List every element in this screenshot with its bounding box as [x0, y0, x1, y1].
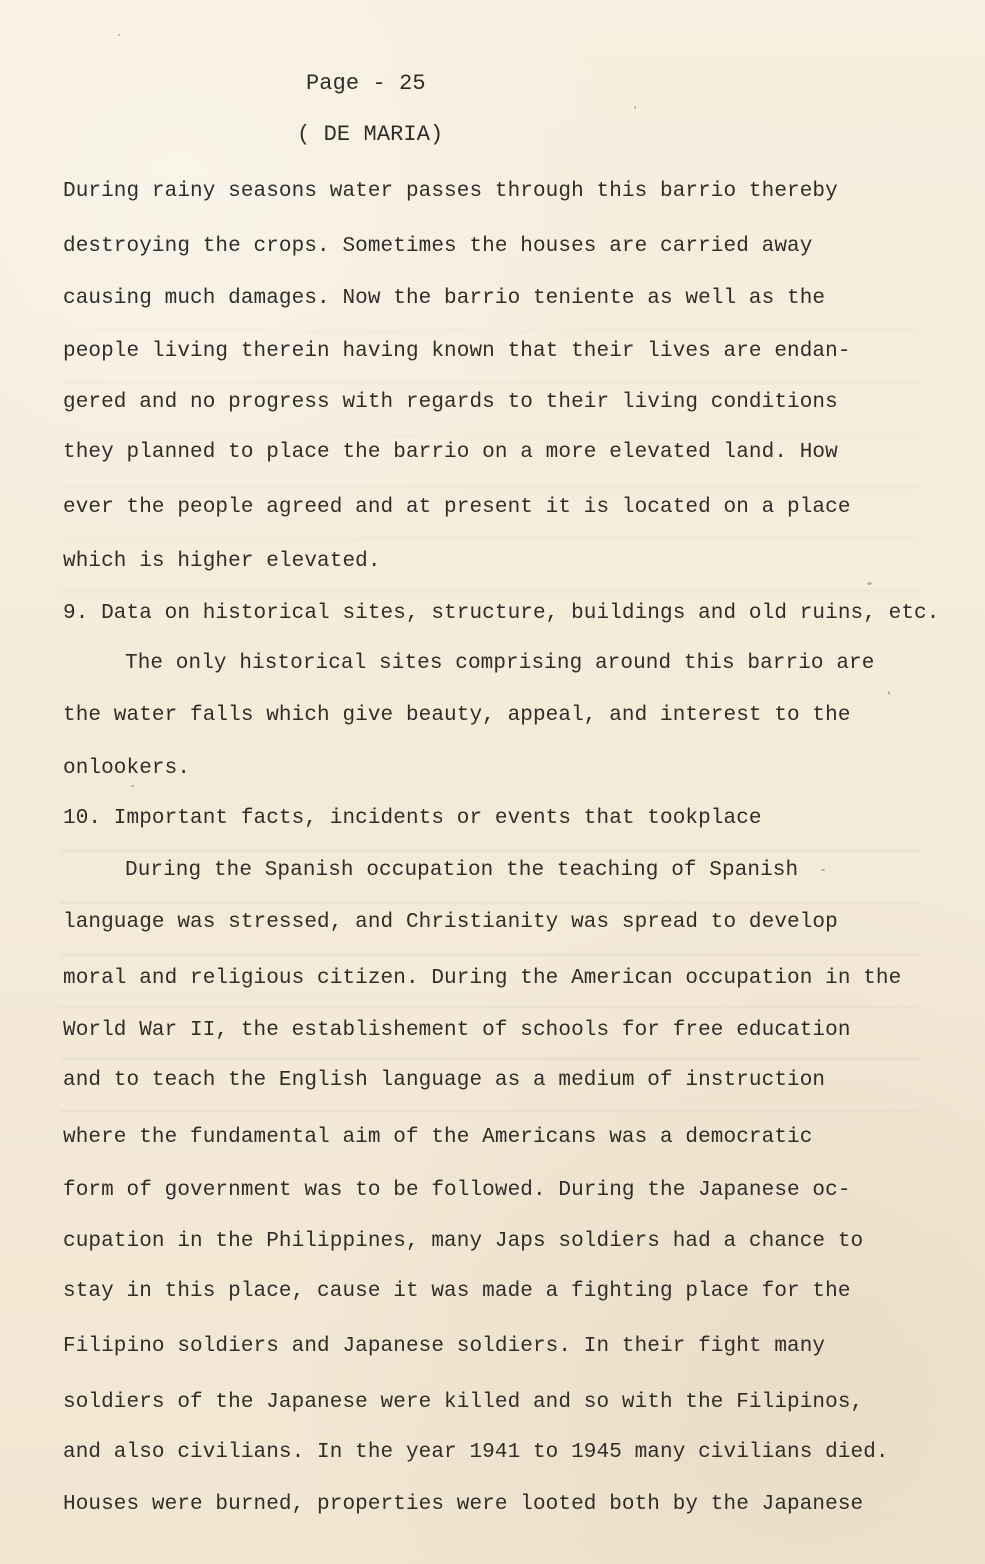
body-line-14: During the Spanish occupation the teaching of Spanish	[125, 859, 799, 882]
paper-speck	[867, 582, 872, 585]
body-line-10: The only historical sites comprising around this barrio are	[125, 652, 875, 675]
paper-speck	[131, 785, 134, 787]
body-line-6: they planned to place the barrio on a more elevated land. How	[63, 441, 838, 464]
body-line-25: and also civilians. In the year 1941 to 1945 many civilians died.	[63, 1441, 889, 1464]
body-line-17: World War II, the establishement of schools for free education	[63, 1019, 851, 1042]
body-line-2: destroying the crops. Sometimes the houses are carried away	[63, 235, 813, 258]
body-line-15: language was stressed, and Christianity was spread to develop	[63, 911, 838, 934]
body-line-23: Filipino soldiers and Japanese soldiers. In their fight many	[63, 1335, 826, 1358]
body-line-7: ever the people agreed and at present it is located on a place	[63, 496, 851, 519]
body-line-16: moral and religious citizen. During the American occupation in the	[63, 967, 902, 990]
body-line-3: causing much damages. Now the barrio teniente as well as the	[63, 287, 826, 310]
body-line-18: and to teach the English language as a medium of instruction	[63, 1069, 826, 1092]
paper-speck	[118, 34, 120, 36]
paper-speck	[821, 869, 825, 871]
show-through-text-1	[60, 330, 920, 630]
show-through-text-2	[60, 850, 920, 1150]
body-line-20: form of government was to be followed. During the Japanese oc-	[63, 1179, 851, 1202]
section-heading-9: 9. Data on historical sites, structure, buildings and old ruins, etc.	[63, 602, 940, 625]
page-number-label: Page - 25	[306, 71, 426, 96]
paper-speck	[888, 691, 890, 695]
body-line-26: Houses were burned, properties were looted both by the Japanese	[63, 1493, 864, 1516]
body-line-12: onlookers.	[63, 757, 191, 780]
author-label: ( DE MARIA)	[297, 122, 444, 147]
body-line-22: stay in this place, cause it was made a fighting place for the	[63, 1280, 851, 1303]
body-line-21: cupation in the Philippines, many Japs soldiers had a chance to	[63, 1230, 864, 1253]
body-line-5: gered and no progress with regards to their living conditions	[63, 391, 838, 414]
paper-speck	[634, 106, 636, 109]
body-line-8: which is higher elevated.	[63, 550, 381, 573]
body-line-11: the water falls which give beauty, appeal, and interest to the	[63, 704, 851, 727]
body-line-19: where the fundamental aim of the Americans was a democratic	[63, 1126, 813, 1149]
body-line-1: During rainy seasons water passes through this barrio thereby	[63, 180, 838, 203]
body-line-4: people living therein having known that their lives are endan-	[63, 340, 851, 363]
body-line-24: soldiers of the Japanese were killed and so with the Filipinos,	[63, 1391, 864, 1414]
section-heading-10: 10. Important facts, incidents or events that tookplace	[63, 807, 762, 830]
